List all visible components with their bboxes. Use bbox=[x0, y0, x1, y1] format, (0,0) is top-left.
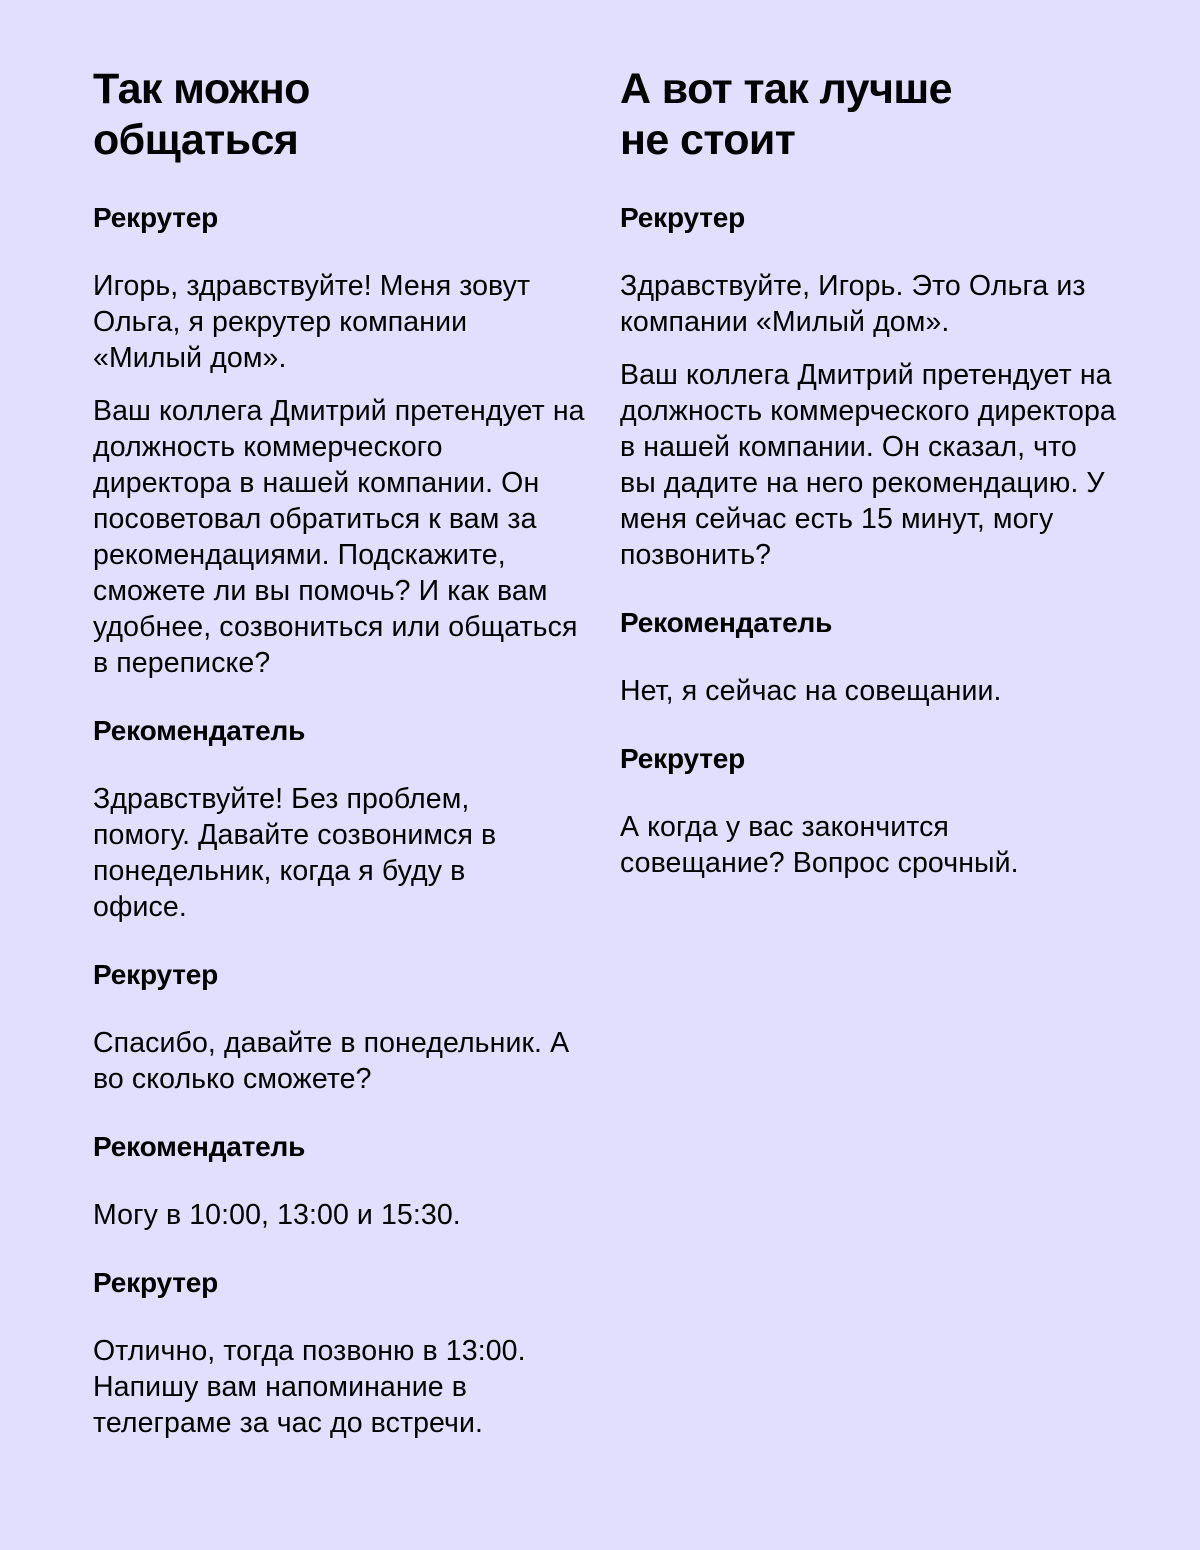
message-text: Спасибо, давайте в понедельник. А во сколько сможете? bbox=[93, 1027, 570, 1095]
bad-example-title: А вот так лучше не стоит bbox=[620, 65, 952, 164]
message-text: А когда у вас закончится совещание? Вопрос срочный. bbox=[620, 811, 1019, 879]
bad-example-dialog bbox=[620, 200, 1120, 881]
message-text: Ваш коллега Дмитрий претендует на должность коммерческого директора в нашей компании. Он посоветовал обратиться к вам за рекомендациями. Подскажите, сможете ли вы помочь? И как вам удобнее, созвониться или общаться в переписке? bbox=[93, 395, 585, 679]
dialog-turn bbox=[93, 1129, 593, 1233]
speaker-label: Рекрутер bbox=[93, 202, 219, 233]
speaker-label: Рекрутер bbox=[620, 202, 746, 233]
dialog-turn bbox=[93, 1265, 593, 1441]
speaker-label: Рекомендатель bbox=[620, 607, 833, 638]
dialog-turn bbox=[93, 957, 593, 1097]
dialog-turn bbox=[620, 605, 1120, 709]
speaker-label: Рекрутер bbox=[620, 743, 746, 774]
speaker-label: Рекомендатель bbox=[93, 1131, 306, 1162]
message-group bbox=[93, 1197, 593, 1233]
good-example-title: Так можно общаться bbox=[93, 65, 310, 164]
speaker-label: Рекомендатель bbox=[93, 715, 306, 746]
dialog-turn bbox=[93, 200, 593, 681]
message-group bbox=[93, 268, 593, 681]
dialog-turn bbox=[620, 200, 1120, 573]
message-group bbox=[93, 781, 593, 925]
message-text: Отлично, тогда позвоню в 13:00. Напишу вам напоминание в телеграме за час до встречи. bbox=[93, 1335, 526, 1439]
message-group bbox=[93, 1333, 593, 1441]
speaker-label: Рекрутер bbox=[93, 1267, 219, 1298]
message-group bbox=[620, 673, 1120, 709]
good-example-column bbox=[93, 64, 593, 1473]
dialog-turn bbox=[620, 741, 1120, 881]
message-text: Нет, я сейчас на совещании. bbox=[620, 675, 1002, 707]
speaker-label: Рекрутер bbox=[93, 959, 219, 990]
message-group bbox=[93, 1025, 593, 1097]
message-text: Здравствуйте, Игорь. Это Ольга из компании «Милый дом». bbox=[620, 270, 1086, 338]
message-text: Могу в 10:00, 13:00 и 15:30. bbox=[93, 1199, 461, 1231]
message-text: Игорь, здравствуйте! Меня зовут Ольга, я рекрутер компании «Милый дом». bbox=[93, 270, 531, 374]
dialog-turn bbox=[93, 713, 593, 925]
message-text: Здравствуйте! Без проблем, помогу. Давайте созвонимся в понедельник, когда я буду в офисе. bbox=[93, 783, 497, 923]
message-group bbox=[620, 809, 1120, 881]
good-example-dialog bbox=[93, 200, 593, 1441]
message-text: Ваш коллега Дмитрий претендует на должность коммерческого директора в нашей компании. Он сказал, что вы дадите на него рекомендацию. У меня сейчас есть 15 минут, могу позвонить? bbox=[620, 359, 1116, 571]
message-group bbox=[620, 268, 1120, 573]
bad-example-column bbox=[620, 64, 1120, 913]
